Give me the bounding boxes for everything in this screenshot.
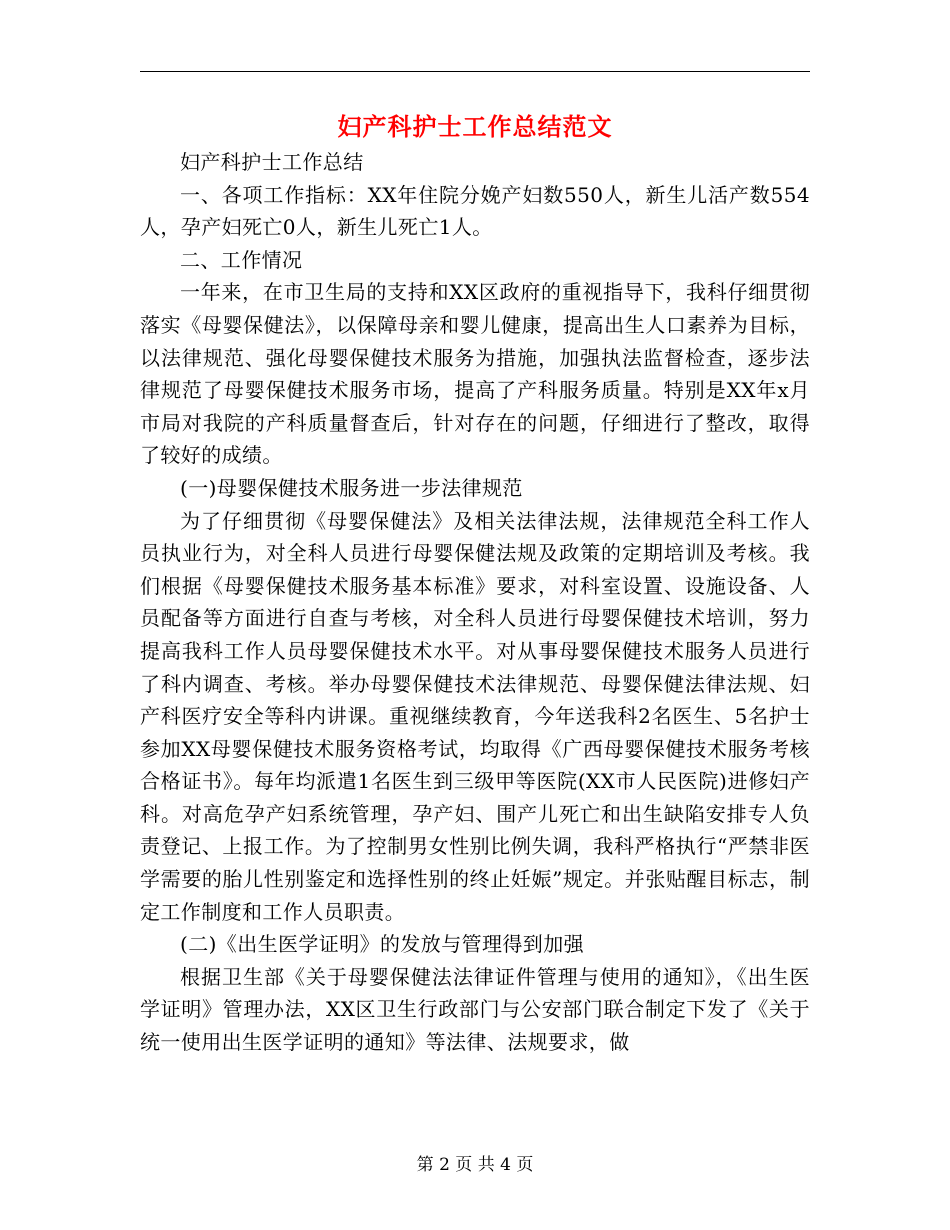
header-rule: [140, 71, 810, 72]
page-footer: [140, 1154, 810, 1176]
body-paragraph: 妇产科护士工作总结: [180, 150, 364, 174]
body-paragraph: (一)母婴保健技术服务进一步法律规范: [180, 475, 523, 500]
body-paragraph: 二、工作情况: [180, 247, 303, 272]
body-paragraph: (二)《出生医学证明》的发放与管理得到加强: [180, 932, 585, 957]
document-body: [140, 146, 810, 1059]
document-title: 妇产科护士工作总结范文: [337, 112, 613, 141]
body-paragraph: 一、各项工作指标：XX年住院分娩产妇数550人，新生儿活产数554人，孕产妇死亡0人，新生儿死亡1人。: [140, 182, 810, 240]
body-paragraph: 根据卫生部《关于母婴保健法法律证件管理与使用的通知》，《出生医学证明》管理办法，XX区卫生行政部门与公安部门联合制定下发了《关于统一使用出生医学证明的通知》等法律、法规要求，做: [140, 964, 810, 1055]
page-number: 第 2 页 共 4 页: [416, 1155, 534, 1175]
body-paragraph: 一年来，在市卫生局的支持和XX区政府的重视指导下，我科仔细贯彻落实《母婴保健法》，以保障母亲和婴儿健康，提高出生人口素养为目标，以法律规范、强化母婴保健技术服务为措施，加强执法监督检查，逐步法律规范了母婴保健技术服务市场，提高了产科服务质量。特别是XX年x月市局对我院的产科质量督查后，针对存在的问题，仔细进行了整改，取得了较好的成绩。: [140, 280, 810, 468]
body-paragraph: 为了仔细贯彻《母婴保健法》及相关法律法规，法律规范全科工作人员执业行为，对全科人员进行母婴保健法规及政策的定期培训及考核。我们根据《母婴保健技术服务基本标准》要求，对科室设置、设施设备、人员配备等方面进行自查与考核，对全科人员进行母婴保健技术培训，努力提高我科工作人员母婴保健技术水平。对从事母婴保健技术服务人员进行了科内调查、考核。举办母婴保健技术法律规范、母婴保健法律法规、妇产科医疗安全等科内讲课。重视继续教育，今年送我科2名医生、5名护士参加XX母婴保健技术服务资格考试，均取得《广西母婴保健技术服务考核合格证书》。每年均派遣1名医生到三级甲等医院(XX市人民医院)进修妇产科。对高危孕产妇系统管理，孕产妇、围产儿死亡和出生缺陷安排专人负责登记、上报工作。为了控制男女性别比例失调，我科严格执行“严禁非医学需要的胎儿性别鉴定和选择性别的终止妊娠”规定。并张贴醒目标志，制定工作制度和工作人员职责。: [140, 508, 810, 924]
